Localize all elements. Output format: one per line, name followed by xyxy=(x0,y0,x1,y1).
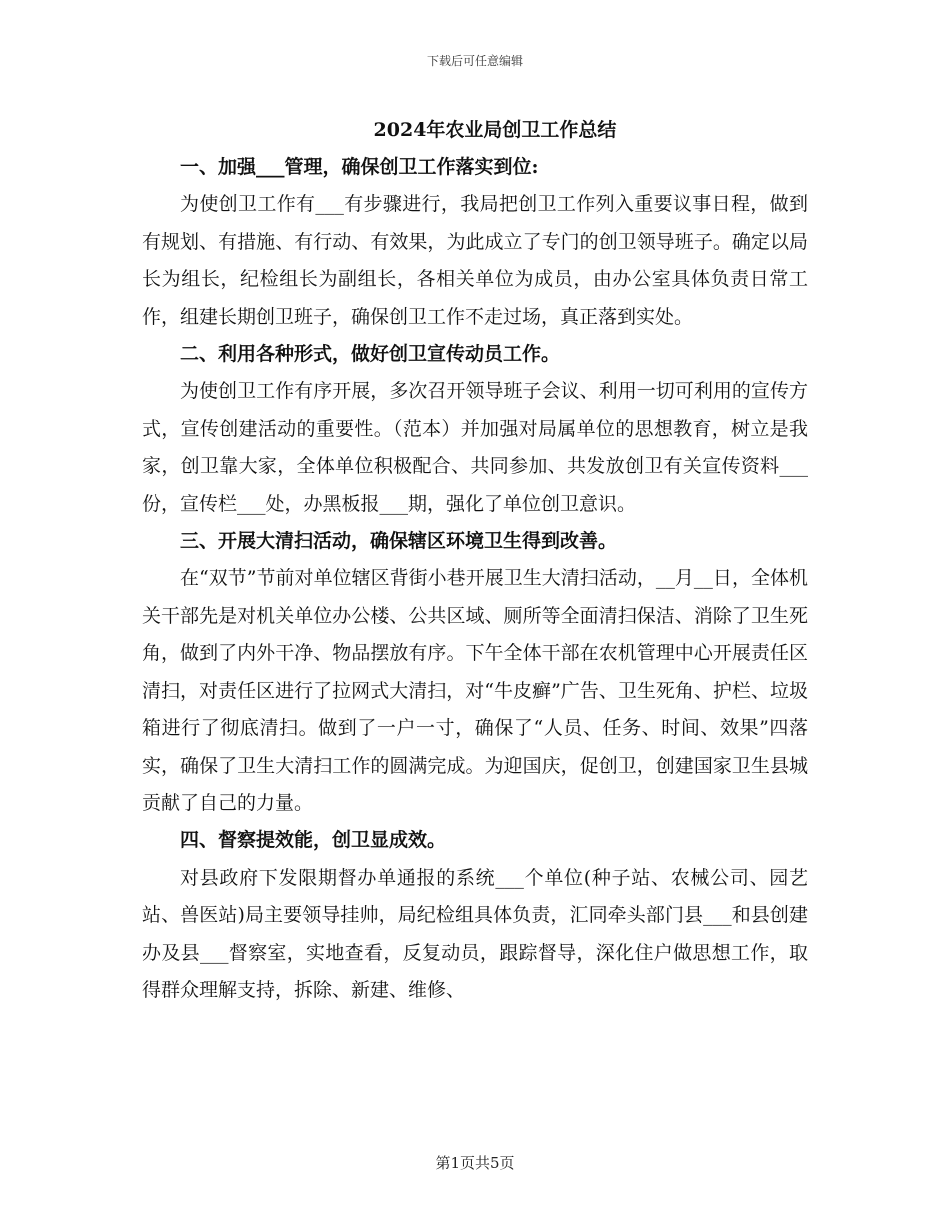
header-note: 下载后可任意编辑 xyxy=(426,54,523,68)
section-heading-1: 一、加强___管理，确保创卫工作落实到位: xyxy=(180,156,539,178)
section-heading-4: 四、督察提效能，创卫显成效。 xyxy=(180,829,447,852)
section-heading-3: 三、开展大清扫活动，确保辖区环境卫生得到改善。 xyxy=(180,530,618,553)
document-body xyxy=(142,112,808,1009)
section-paragraph-1: 为使创卫工作有___有步骤进行，我局把创卫工作列入重要议事日程，做到有规划、有措施、有行动、有效果，为此成立了专门的创卫领导班子。确定以局长为组长，纪检组长为副组长，各相关单位为成员，由办公室具体负责日常工作，组建长期创卫班子，确保创卫工作不走过场，真正落到实处。 xyxy=(142,193,808,328)
section-paragraph-3: 在“双节”节前对单位辖区背街小巷开展卫生大清扫活动，__月__日，全体机关干部先是对机关单位办公楼、公共区域、厕所等全面清扫保洁、消除了卫生死角，做到了内外干净、物品摆放有序。下午全体干部在农机管理中心开展责任区清扫，对责任区进行了拉网式大清扫，对“牛皮癣”广告、卫生死角、护栏、垃圾箱进行了彻底清扫。做到了一户一寸，确保了“人员、任务、时间、效果”四落实，确保了卫生大清扫工作的圆满完成。为迎国庆，促创卫，创建国家卫生县城贡献了自己的力量。 xyxy=(142,567,808,814)
section-heading-2: 二、利用各种形式，做好创卫宣传动员工作。 xyxy=(180,343,561,366)
page-number-footer: 第1页共5页 xyxy=(435,1154,515,1172)
document-title: 2024年农业局创卫工作总结 xyxy=(373,119,617,141)
section-paragraph-2: 为使创卫工作有序开展，多次召开领导班子会议、利用一切可利用的宣传方式，宣传创建活动的重要性。（范本）并加强对局属单位的思想教育，树立是我家，创卫靠大家，全体单位积极配合、共同参加、共发放创卫有关宣传资料___份，宣传栏___处，办黑板报___期，强化了单位创卫意识。 xyxy=(142,380,808,515)
section-paragraph-4: 对县政府下发限期督办单通报的系统___个单位(种子站、农械公司、园艺站、兽医站)局主要领导挂帅，局纪检组具体负责，汇同牵头部门县___和县创建办及县___督察室，实地查看，反复动员，跟踪督导，深化住户做思想工作，取得群众理解支持，拆除、新建、维修、 xyxy=(142,866,808,1001)
